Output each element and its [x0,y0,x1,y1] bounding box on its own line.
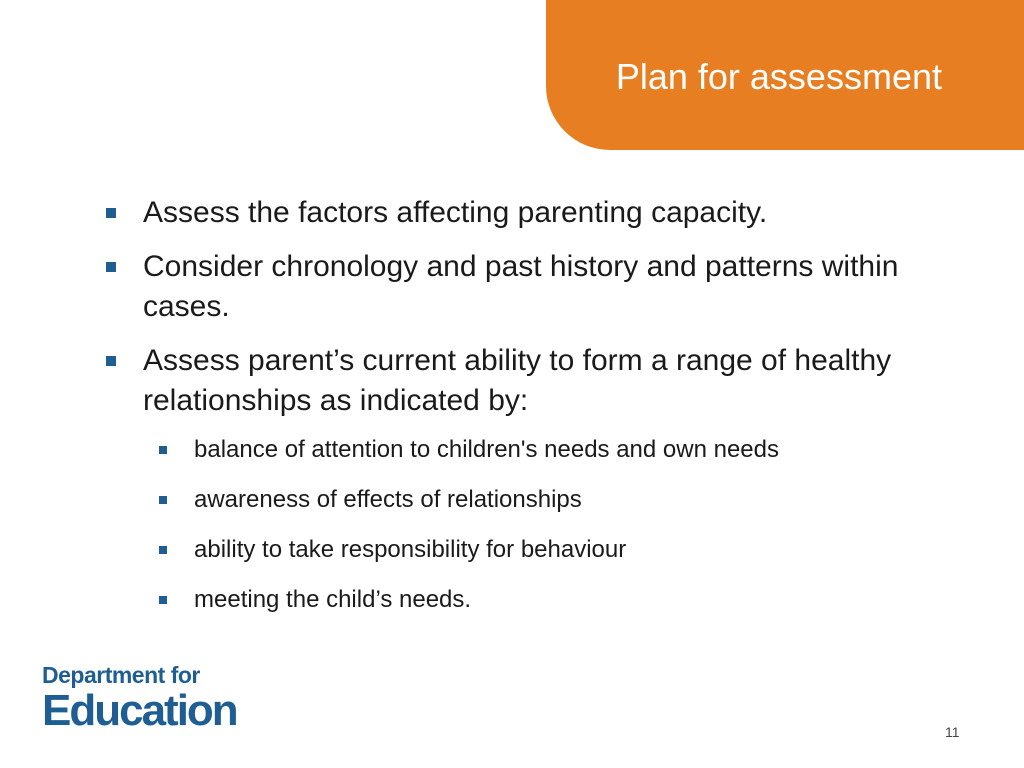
sub-bullet-text: meeting the child’s needs. [194,586,472,613]
slide-title: Plan for assessment [615,56,942,97]
bullet-item [104,247,934,327]
square-bullet-icon [106,208,116,218]
bullet-text: Assess parent’s current ability to form a range of healthy relationships as indicated by: [143,344,892,417]
slide-body [104,193,934,635]
square-bullet-icon [159,446,167,454]
bullet-item [104,341,934,421]
logo-line-2: Education [42,686,237,735]
title-banner [546,0,1024,150]
sub-bullet-text: balance of attention to children's needs and own needs [194,436,779,463]
sub-bullet-text: awareness of effects of relationships [194,486,582,513]
logo-line-1: Department for [42,662,200,688]
sub-bullet-list [104,435,934,615]
bullet-list [104,193,934,421]
sub-bullet-item [104,535,934,565]
department-for-education-logo [42,662,237,734]
page-number: 11 [945,724,960,740]
sub-bullet-item [104,485,934,515]
sub-bullet-item [104,435,934,465]
square-bullet-icon [159,596,167,604]
bullet-text: Assess the factors affecting parenting capacity. [143,196,768,229]
bullet-item [104,193,934,233]
square-bullet-icon [106,356,116,366]
square-bullet-icon [106,262,116,272]
square-bullet-icon [159,496,167,504]
sub-bullet-text: ability to take responsibility for behaviour [194,536,627,563]
square-bullet-icon [159,546,167,554]
sub-bullet-item [104,585,934,615]
bullet-text: Consider chronology and past history and patterns within cases. [143,250,899,323]
